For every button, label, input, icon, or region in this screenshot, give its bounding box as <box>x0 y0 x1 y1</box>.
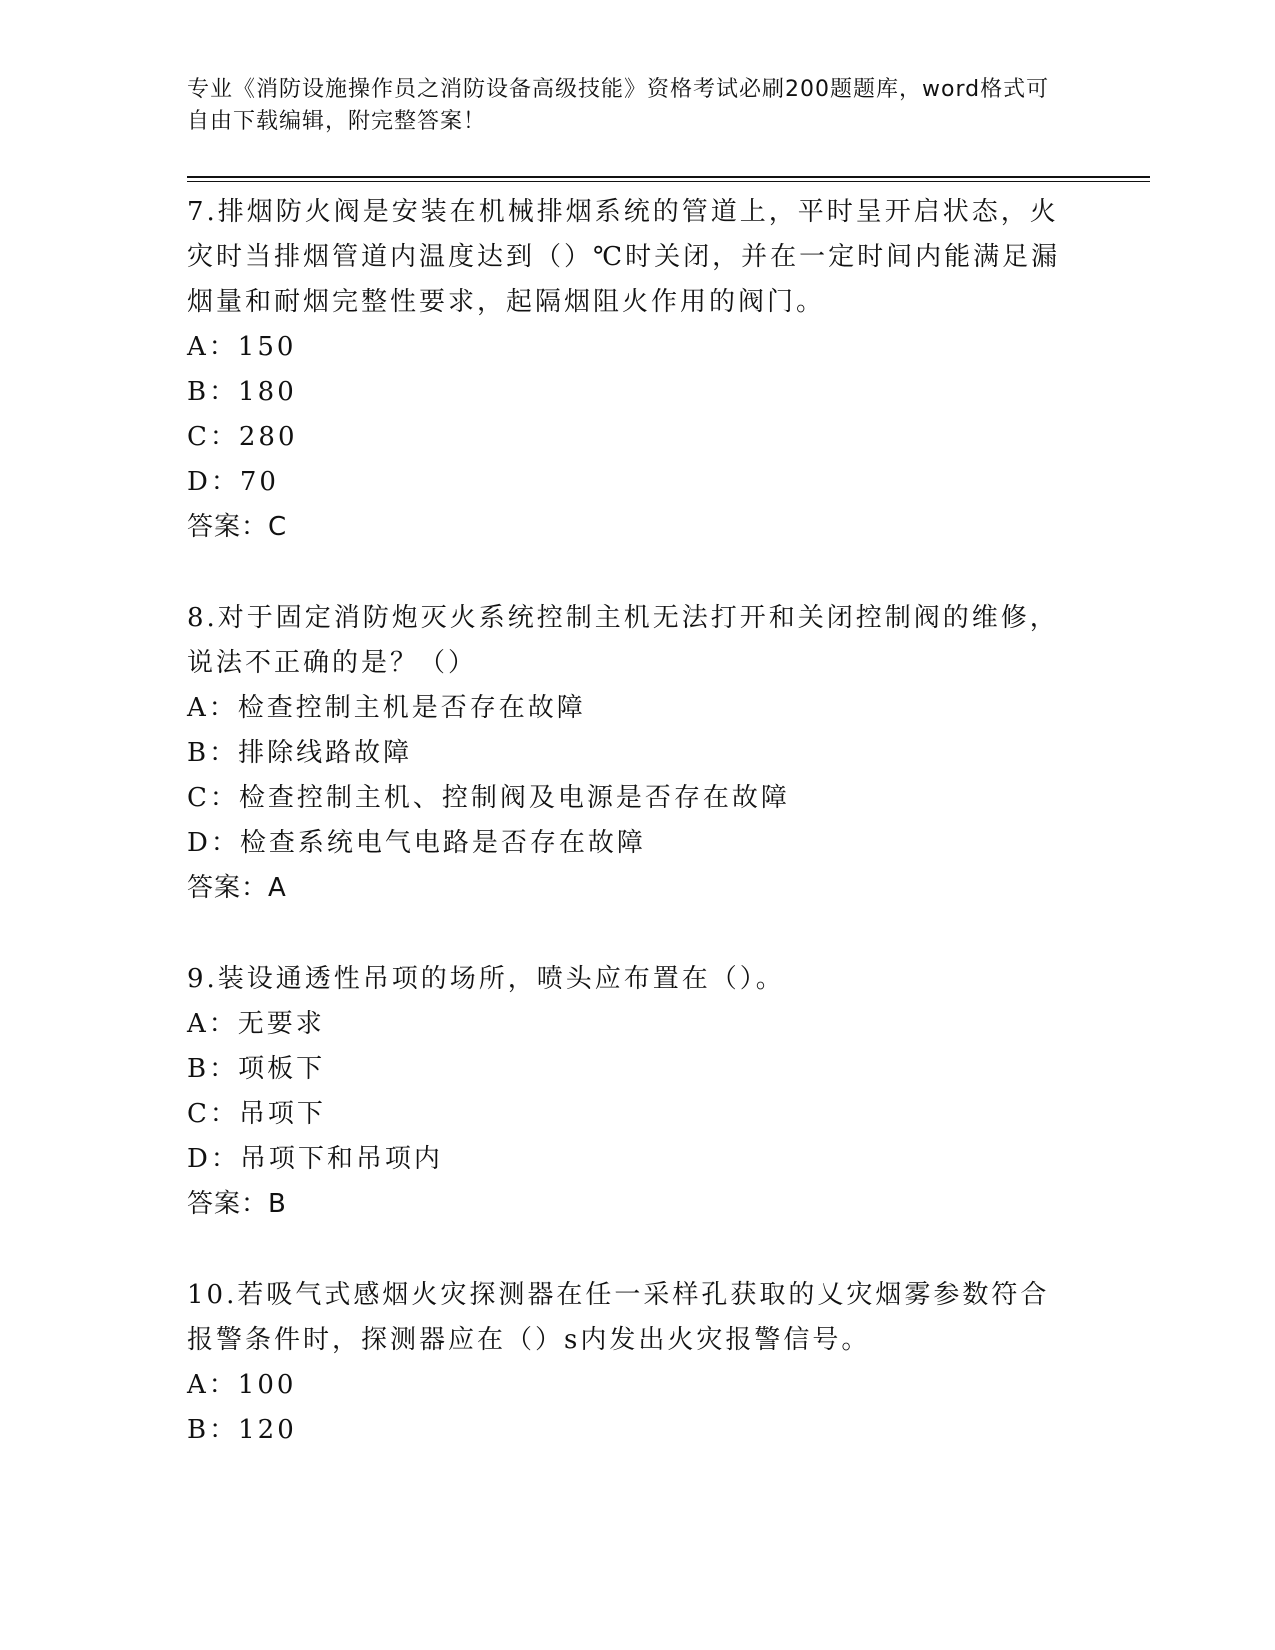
option-a: A：150 <box>187 332 297 362</box>
option-c: C：吊项下 <box>187 1099 326 1129</box>
option-a: A：100 <box>187 1370 297 1400</box>
answer-line: 答案：A <box>187 873 287 903</box>
question-9 <box>187 957 1077 1227</box>
question-8 <box>187 596 1077 911</box>
question-stem: 10.若吸气式感烟火灾探测器在任一采样孔获取的乂灾烟雾参数符合报警条件时，探测器应在（）s内发出火灾报警信号。 <box>187 1280 1050 1355</box>
question-7 <box>187 190 1077 550</box>
header-divider-thick <box>187 176 1150 178</box>
question-10 <box>187 1273 1077 1453</box>
option-c: C：280 <box>187 422 298 452</box>
option-b: B：排除线路故障 <box>187 738 413 768</box>
option-b: B：180 <box>187 377 297 407</box>
option-d: D：吊项下和吊项内 <box>187 1144 443 1174</box>
option-d: D：70 <box>187 467 279 497</box>
question-stem: 8.对于固定消防炮灭火系统控制主机无法打开和关闭控制阀的维修，说法不正确的是？（） <box>187 603 1059 678</box>
option-d: D：检查系统电气电路是否存在故障 <box>187 828 646 858</box>
question-stem: 7.排烟防火阀是安装在机械排烟系统的管道上，平时呈开启状态，火灾时当排烟管道内温度达到（）℃时关闭，并在一定时间内能满足漏烟量和耐烟完整性要求，起隔烟阻火作用的阀门。 <box>187 197 1061 317</box>
header-divider-thin <box>187 181 1150 182</box>
option-b: B：项板下 <box>187 1054 326 1084</box>
answer-line: 答案：B <box>187 1189 287 1219</box>
option-a: A：检查控制主机是否存在故障 <box>187 693 586 723</box>
answer-line: 答案：C <box>187 512 288 542</box>
question-list <box>187 190 1077 1453</box>
option-b: B：120 <box>187 1415 297 1445</box>
option-a: A：无要求 <box>187 1009 325 1039</box>
option-c: C：检查控制主机、控制阀及电源是否存在故障 <box>187 783 790 813</box>
question-stem: 9.装设通透性吊项的场所，喷头应布置在（）。 <box>187 964 785 994</box>
document-header: 专业《消防设施操作员之消防设备高级技能》资格考试必刷200题题库，word格式可自由下载编辑，附完整答案！ <box>187 77 1050 134</box>
